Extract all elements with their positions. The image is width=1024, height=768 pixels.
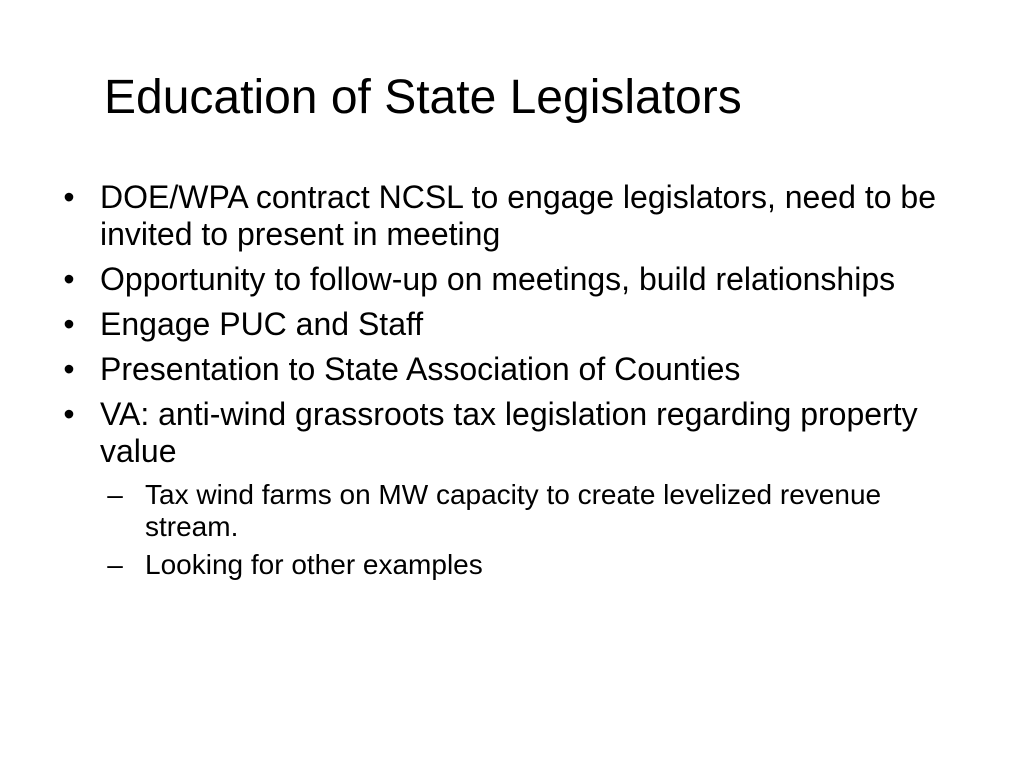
slide-title: Education of State Legislators: [104, 71, 742, 124]
dash-icon: –: [107, 549, 123, 580]
bullet-item-va-legislation: [52, 396, 982, 581]
sub-bullet-item-tax-wind-farms: [100, 479, 982, 543]
bullet-item-puc-staff: [52, 306, 982, 343]
sub-bullet-list: [100, 479, 982, 581]
bullet-dot-icon: •: [63, 261, 75, 297]
bullet-dot-icon: •: [63, 396, 75, 432]
bullet-text: VA: anti-wind grassroots tax legislation regarding property value: [100, 396, 918, 469]
bullet-text: Presentation to State Association of Counties: [100, 351, 741, 387]
bullet-item-doe-wpa: [52, 179, 982, 253]
bullet-text: DOE/WPA contract NCSL to engage legislators, need to be invited to present in meeting: [100, 179, 936, 252]
sub-bullet-text: Tax wind farms on MW capacity to create levelized revenue stream.: [145, 479, 882, 542]
bullet-list: [52, 179, 982, 589]
dash-icon: –: [107, 479, 123, 510]
sub-bullet-item-other-examples: [100, 549, 982, 581]
bullet-dot-icon: •: [63, 179, 75, 215]
bullet-dot-icon: •: [63, 351, 75, 387]
bullet-item-follow-up: [52, 261, 982, 298]
bullet-text: Engage PUC and Staff: [100, 306, 424, 342]
bullet-dot-icon: •: [63, 306, 75, 342]
sub-bullet-text: Looking for other examples: [145, 549, 483, 580]
bullet-item-counties: [52, 351, 982, 388]
bullet-text: Opportunity to follow-up on meetings, build relationships: [100, 261, 896, 297]
